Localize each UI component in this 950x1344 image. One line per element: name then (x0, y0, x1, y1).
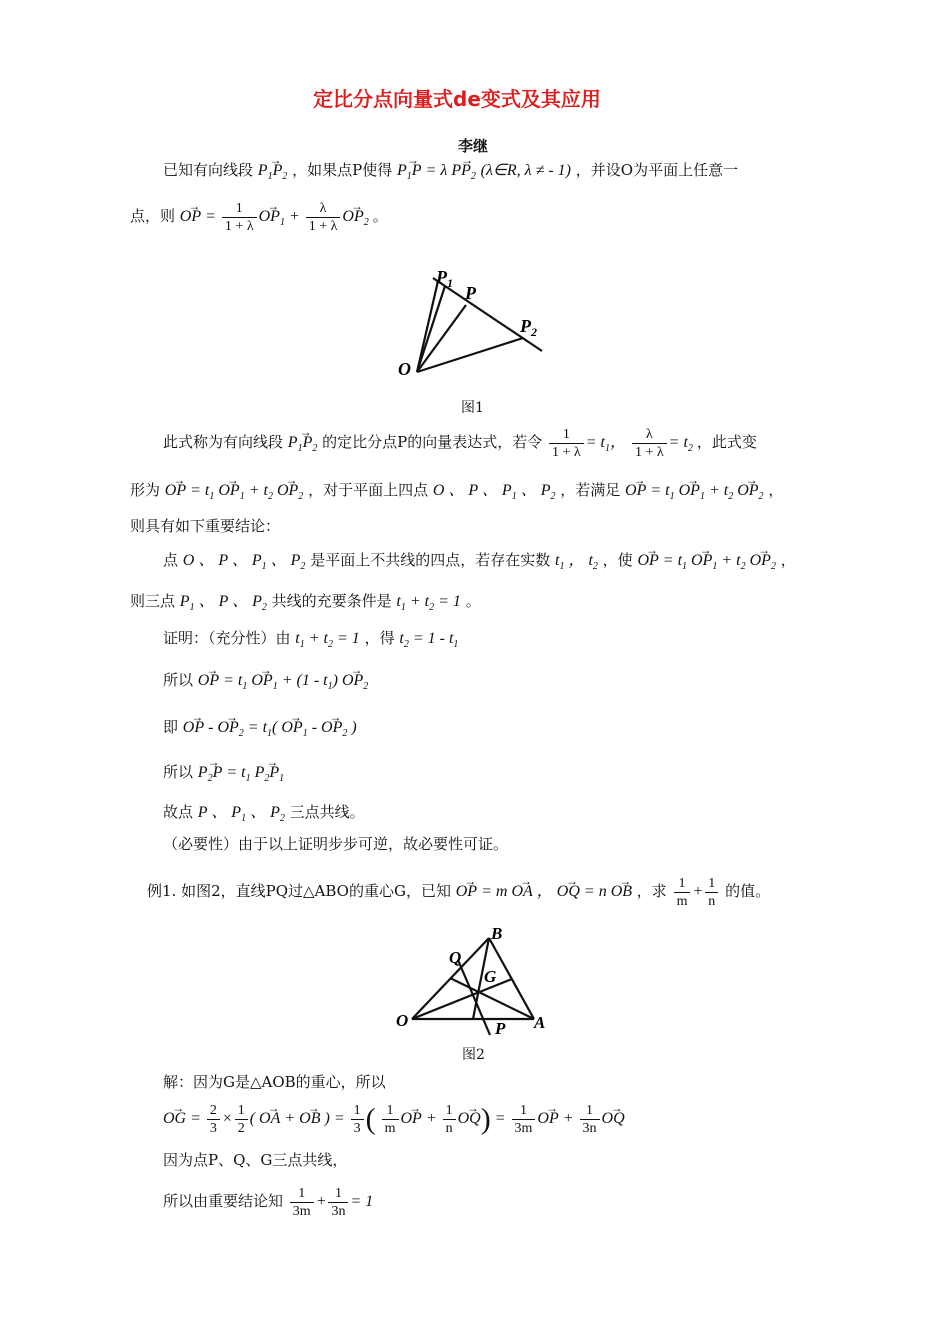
para2-text-b: 的定比分点P的向量表达式，若令 (322, 433, 543, 452)
figure-2 (392, 922, 557, 1042)
formula-t1-t2: $t_1$ ， $t_2$ (554, 552, 598, 573)
proof-line-2 (163, 670, 368, 697)
formula-proof-2: → OP - → $OP_2 = t_1( \to OP_1$ - → $OP_2$ ) (183, 719, 357, 736)
theorem-text-b: 是平面上不共线的四点，若存在实数 (310, 551, 551, 569)
para2-line-3: 则具有如下重要结论： (130, 517, 281, 535)
formula-t-sum: $t_1 + t_2 = 1$ (396, 593, 461, 614)
para2-text-d: 形为 (130, 481, 161, 499)
proof-got: ，得 (364, 629, 395, 647)
para2-line-2 (130, 480, 783, 507)
intro-line-2 (130, 200, 388, 235)
formula-op-t-3: → OP = $t_1 \to OP_1 + t_2 \to OP_2$ (637, 552, 775, 569)
proof-conclude-a: 故点 (163, 803, 194, 821)
para2-text-f: ，若满足 (560, 481, 621, 499)
proof-head: 证明：（充分性）由 (163, 629, 291, 647)
para2-text-c: ，此式变 (696, 433, 757, 452)
formula-og: → OG = $\frac{2}{3}$ × $\frac{1}{2}$ ( → OA + → OB ) = $\frac{1}{3}$ ( $\frac{1}{m}$ → OP + $\frac{1}{n}$ → OQ) = $\frac{1}{3m}$ → OP + $\frac{1}{3n}$ → OQ (163, 1110, 625, 1127)
proof-line-4 (163, 762, 284, 789)
formula-p1p2-b: → $P_1P_2$ (288, 434, 318, 451)
proof-line-6: （必要性）由于以上证明步步可逆，故必要性可证。 (163, 835, 509, 853)
proof-line-1 (163, 628, 458, 655)
theorem-text-g: 。 (465, 592, 481, 610)
theorem-text-a: 点 (163, 551, 179, 569)
proof-line-3 (163, 717, 357, 744)
segment-o-p1-inner (417, 286, 445, 372)
label-a: A (534, 1013, 546, 1032)
formula-op-t-2: → OP = $t_1 \to OP_1 + t_2 \to OP_2$ (625, 482, 763, 499)
author: 李继 (458, 137, 489, 155)
example-text-b: ，求 (636, 882, 667, 901)
para2-text-g: ， (768, 481, 784, 499)
example-text-a: 例1. 如图2，直线PQ过△ABO的重心G，已知 (147, 882, 451, 901)
label-o: O (398, 359, 411, 379)
label-o2: O (396, 1011, 409, 1030)
solution-text-c: 所以由重要结论知 (163, 1192, 284, 1211)
intro-text-e: 。 (372, 207, 388, 226)
label-p2: $P_2$ (520, 316, 537, 339)
segment-o-p2 (417, 338, 523, 372)
formula-four-points: O 、 P 、 $P_1$ 、 $P_2$ (432, 482, 556, 503)
formula-proof-3: → $P_2P = t_1 \to P_2P_1$ (198, 764, 284, 781)
formula-final: $\frac{1}{3m}$ + $\frac{1}{3n}$ = 1 (288, 1193, 373, 1210)
example-line (147, 875, 770, 910)
formula-p1p2: → $P_1P_2$ (258, 162, 288, 179)
solution-line-3: 因为点P、Q、G三点共线， (163, 1151, 348, 1169)
figure-2-caption: 图2 (462, 1047, 485, 1063)
formula-t-defs: $\frac{1}{1 + \lambda}$ = $t_1$， $\frac{\lambda}{1 + \lambda}$ = $t_2$ (547, 434, 697, 451)
formula-three-points: $P_1$ 、 P 、 $P_2$ (179, 593, 267, 614)
label-p1: $P_1$ (436, 267, 453, 290)
formula-op-section: → OP = $\frac{1}{1 + \lambda}$ → $OP_1$ + $\frac{\lambda}{1 + \lambda}$ → $OP_2$ (180, 208, 373, 225)
para2-text-a: 此式称为有向线段 (163, 433, 284, 452)
intro-text-a: 已知有向线段 (163, 161, 254, 179)
proof-conclude-b: 三点共线。 (289, 803, 365, 821)
theorem-text-e: 则三点 (130, 592, 176, 610)
formula-t2: $t_2 = 1 - t_1$ (399, 630, 459, 651)
formula-condition: (λ∈R, λ ≠ - 1) (480, 162, 571, 179)
theorem-line-2 (130, 591, 481, 618)
formula-proof-1: → OP = $t_1 \to OP_1 + (1 - t_1) \to OP_2$ (198, 672, 368, 689)
theorem-text-f: 共线的充要条件是 (271, 592, 392, 610)
proof-i: 即 (163, 718, 179, 736)
proof-so: 所以 (163, 671, 194, 689)
intro-text-d: 点，则 (130, 207, 176, 226)
theorem-text-d: ， (780, 551, 796, 569)
solution-line-1: 解：因为G是△AOB的重心，所以 (163, 1073, 386, 1091)
para2-text-e: ，对于平面上四点 (308, 481, 429, 499)
example-text-c: 的值。 (725, 882, 771, 901)
intro-text-b: ，如果点P使得 (292, 161, 393, 179)
formula-example-given: → OP = m → OA ， → OQ = n → OB (456, 883, 632, 900)
label-g: G (484, 967, 497, 986)
solution-line-2 (163, 1102, 625, 1137)
formula-three-points-2: P 、 $P_1$ 、 $P_2$ (197, 804, 285, 825)
formula-t-sum-2: $t_1 + t_2 = 1$ (295, 630, 360, 651)
figure-1 (390, 262, 560, 387)
proof-line-5 (163, 802, 365, 829)
proof-so2: 所以 (163, 763, 194, 781)
theorem-line-1 (163, 550, 796, 577)
intro-text-c: ，并设O为平面上任意一 (575, 161, 739, 179)
formula-ratio: → $P_1P = \lambda \to PP_2$ (397, 162, 476, 179)
theorem-text-c: ，使 (602, 551, 633, 569)
label-q: Q (449, 948, 462, 967)
label-p-fig2: P (495, 1019, 506, 1038)
para2-line-1 (163, 426, 757, 461)
intro-line-1 (163, 160, 738, 187)
label-p: P (465, 283, 476, 303)
formula-points: O 、 P 、 $P_1$ 、 $P_2$ (182, 552, 306, 573)
label-b: B (491, 924, 503, 943)
solution-line-4 (163, 1185, 373, 1220)
formula-op-t: → OP = $t_1 \to OP_1 + t_2 \to OP_2$ (165, 482, 303, 499)
page-title: 定比分点向量式de变式及其应用 (313, 87, 601, 111)
figure-1-caption: 图1 (461, 400, 484, 416)
formula-example-goal: $\frac{1}{m}$ + $\frac{1}{n}$ (672, 883, 721, 900)
